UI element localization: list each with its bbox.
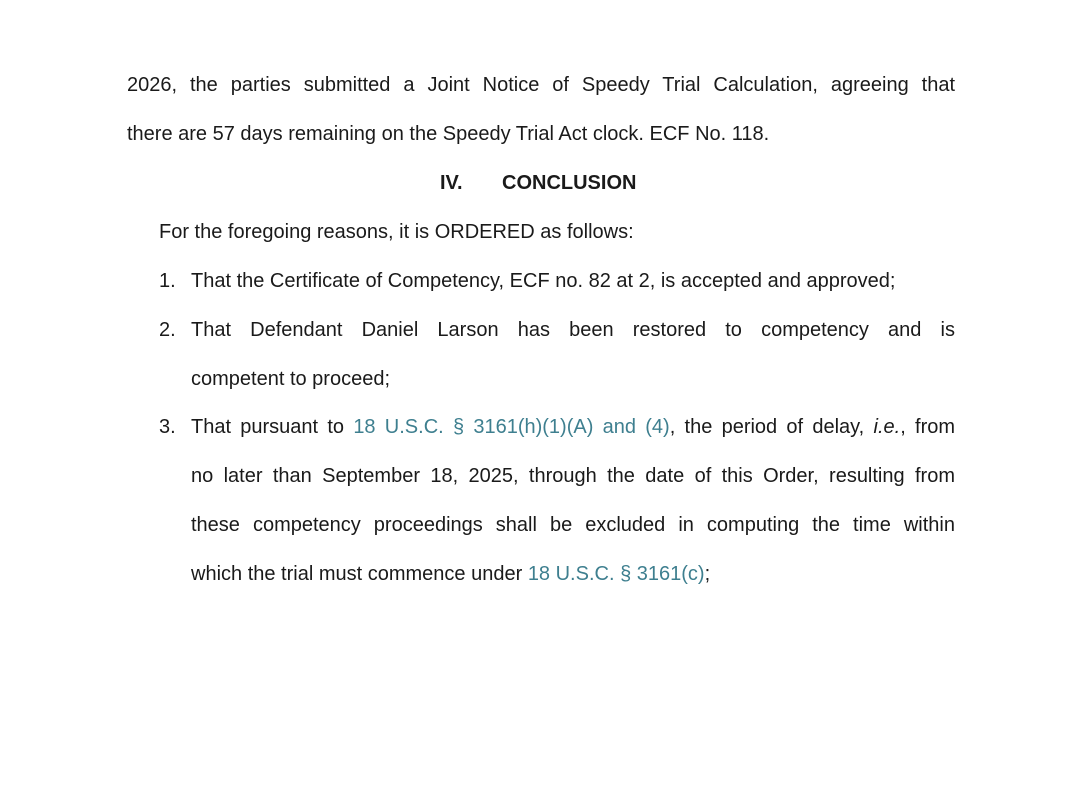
list-item-marker: 1. bbox=[159, 270, 176, 292]
list-item-line bbox=[191, 415, 955, 439]
section-title: CONCLUSION bbox=[502, 172, 637, 194]
statute-link[interactable]: 18 U.S.C. § 3161(h)(1)(A) and (4) bbox=[353, 416, 670, 438]
paragraph-line: 2026, the parties submitted a Joint Notice of Speedy Trial Calculation, agreeing that bbox=[127, 74, 955, 96]
statute-link[interactable]: 18 U.S.C. § 3161(c) bbox=[527, 563, 705, 585]
list-item-line: That the Certificate of Competency, ECF no. 82 at 2, is accepted and approved; bbox=[191, 270, 896, 292]
text-segment: ; bbox=[704, 563, 711, 585]
text-segment: , the period of delay, bbox=[669, 416, 865, 438]
paragraph-line: there are 57 days remaining on the Speedy Trial Act clock. ECF No. 118. bbox=[127, 123, 770, 145]
text-segment: That pursuant to bbox=[191, 416, 345, 438]
intro-text: For the foregoing reasons, it is ORDERED as follows: bbox=[159, 221, 634, 243]
list-item-marker: 2. bbox=[159, 319, 176, 341]
list-item-line: That Defendant Daniel Larson has been restored to competency and is bbox=[191, 319, 955, 341]
list-item-line: competent to proceed; bbox=[191, 368, 391, 390]
section-number: IV. bbox=[440, 172, 463, 194]
list-item-line: no later than September 18, 2025, through the date of this Order, resulting from bbox=[191, 465, 955, 487]
list-item-line bbox=[191, 562, 710, 586]
list-item-line: these competency proceedings shall be excluded in computing the time within bbox=[191, 514, 955, 536]
text-segment: , from bbox=[900, 416, 956, 438]
text-segment: which the trial must commence under bbox=[191, 563, 523, 585]
section-heading bbox=[440, 171, 636, 195]
italic-text: i.e. bbox=[873, 416, 901, 438]
list-item-marker: 3. bbox=[159, 416, 176, 438]
